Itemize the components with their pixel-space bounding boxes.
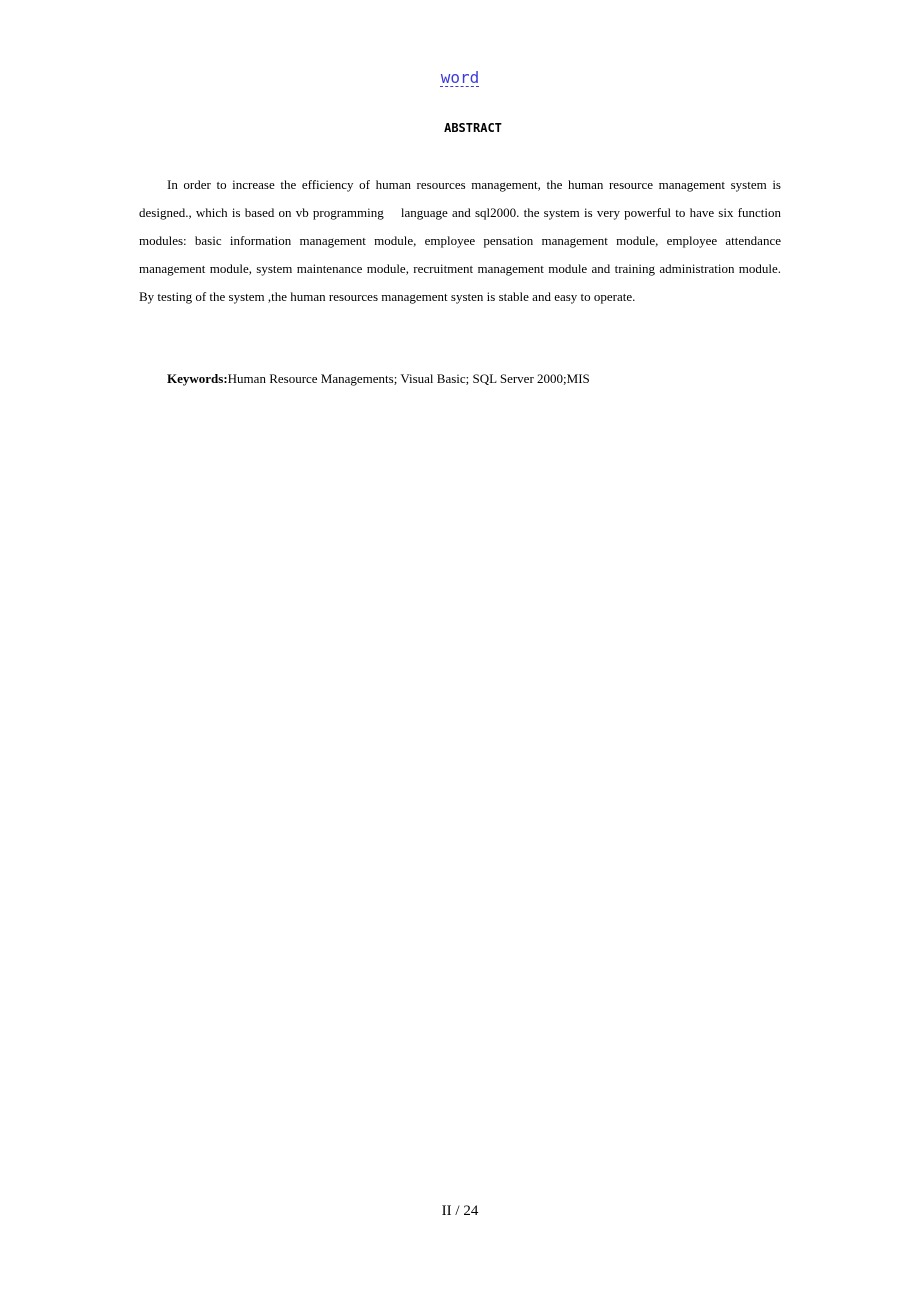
keywords-label: Keywords:	[167, 371, 228, 386]
keywords-line	[167, 365, 781, 393]
page-number: II / 24	[441, 1203, 479, 1219]
abstract-paragraph: In order to increase the efficiency of human resources management, the human resource management system is designed., which is based on vb programming language and sql2000. the system is very powerful to have six function modules: basic information management module, employee pensation management module, employee attendance management module, system maintenance module, recruitment management module and training administration module. By testing of the system ,the human resources management systen is stable and easy to operate.	[139, 177, 781, 304]
header-word-link[interactable]	[0, 68, 920, 87]
abstract-heading: ABSTRACT	[444, 121, 502, 135]
keywords-value: Human Resource Managements; Visual Basic; SQL Server 2000;MIS	[227, 371, 590, 386]
header-link-text[interactable]: word	[440, 68, 480, 87]
